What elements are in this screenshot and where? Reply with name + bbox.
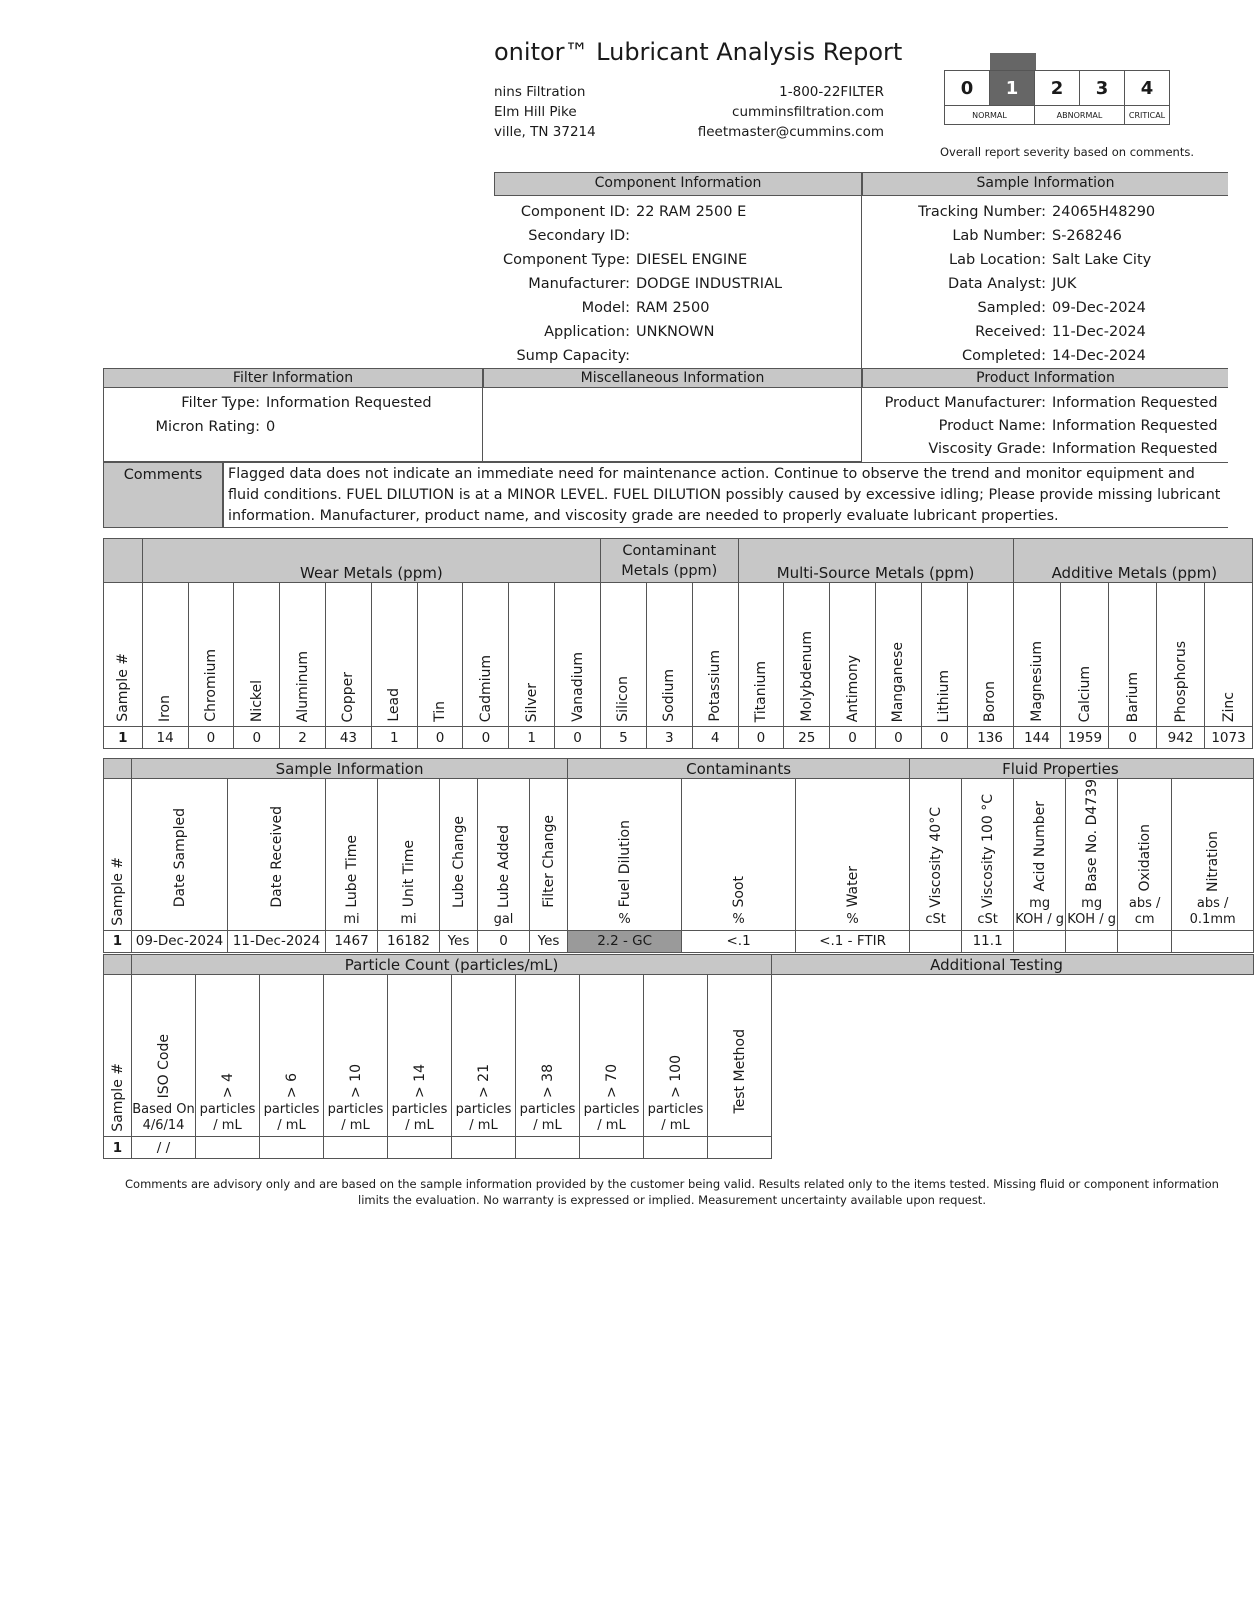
- fluid-header-date-received: Date Received: [228, 779, 326, 931]
- table-row: [104, 727, 1253, 749]
- metal-header-tin: Tin: [417, 583, 463, 727]
- metal-value-magnesium: 144: [1013, 727, 1061, 749]
- metal-header-nickel: Nickel: [234, 583, 280, 727]
- severity-label-normal: NORMAL: [945, 106, 1035, 125]
- particle-value-10: [324, 1137, 388, 1159]
- fluid-value-lube-time: 1467: [326, 930, 378, 952]
- metal-header-lithium: Lithium: [921, 583, 967, 727]
- metal-header-copper: Copper: [326, 583, 372, 727]
- metal-header-lead: Lead: [371, 583, 417, 727]
- product-info-box: [862, 388, 1228, 462]
- severity-level-4: 4: [1125, 71, 1170, 106]
- fluid-column-headers: [104, 779, 1254, 931]
- severity-level-3: 3: [1080, 71, 1125, 106]
- fluid-value-viscosity-40-c: [910, 930, 962, 952]
- particle-header-38: > 38 particles / mL: [516, 975, 580, 1137]
- lab-contact: [640, 82, 884, 142]
- metal-header-vanadium: Vanadium: [555, 583, 601, 727]
- particle-corner: [104, 955, 132, 975]
- fluid-table: [103, 758, 1254, 953]
- sample-info-box: [862, 196, 1228, 368]
- unit-label: Based On 4/6/14: [132, 1102, 195, 1133]
- severity-level-2: 2: [1035, 71, 1080, 106]
- fluid-header-fuel-dilution: Fuel Dilution %: [568, 779, 682, 931]
- unit-label: mi: [400, 911, 417, 927]
- particle-value-38: [516, 1137, 580, 1159]
- fluid-value-viscosity-100-c: 11.1: [962, 930, 1014, 952]
- filter-info-box: [103, 388, 483, 462]
- severity-level-0: 0: [945, 71, 990, 106]
- additional-testing-header: Additional Testing: [772, 955, 1254, 975]
- particle-value-iso-code: / /: [132, 1137, 196, 1159]
- lab-address: [494, 82, 596, 142]
- particle-header-4: > 4 particles / mL: [196, 975, 260, 1137]
- unit-label: [546, 912, 550, 928]
- metal-header-iron: Iron: [142, 583, 188, 727]
- unit-label: mi: [343, 911, 360, 927]
- product-manufacturer-row: Product Manufacturer: Information Requested: [884, 395, 1218, 411]
- metal-value-silicon: 5: [601, 727, 647, 749]
- metal-value-barium: 0: [1109, 727, 1157, 749]
- misc-info-box: [483, 388, 862, 462]
- metal-header-molybdenum: Molybdenum: [784, 583, 830, 727]
- comments-label: Comments: [103, 462, 223, 528]
- metal-value-copper: 43: [326, 727, 372, 749]
- metals-column-headers: [104, 583, 1253, 727]
- unit-label: %: [846, 911, 859, 927]
- particle-table: [103, 954, 1254, 1159]
- metal-value-lithium: 0: [921, 727, 967, 749]
- fluid-value-oxidation: [1118, 930, 1172, 952]
- disclaimer-footer: Comments are advisory only and are based on the sample information provided by the customer being valid. Results related only to the items tested. Missing fluid or component information limits the evaluation. No warranty is expressed or implied. Measurement uncertainty available upon request.: [125, 1177, 1219, 1207]
- fluid-properties-group-header: Fluid Properties: [910, 759, 1254, 779]
- sample-number-cell: 1: [104, 1137, 132, 1159]
- report-title: onitor™ Lubricant Analysis Report: [494, 38, 903, 66]
- additive-metals-header: Additive Metals (ppm): [1013, 539, 1252, 583]
- component-info-box: [494, 196, 862, 368]
- metal-value-tin: 0: [417, 727, 463, 749]
- fluid-header-date-sampled: Date Sampled: [132, 779, 228, 931]
- metal-header-zinc: Zinc: [1205, 583, 1253, 727]
- metal-header-manganese: Manganese: [876, 583, 922, 727]
- metal-header-aluminum: Aluminum: [280, 583, 326, 727]
- unit-label: mg KOH / g: [1067, 895, 1116, 927]
- unit-label: mg KOH / g: [1015, 895, 1064, 927]
- metal-header-barium: Barium: [1109, 583, 1157, 727]
- metal-value-lead: 1: [371, 727, 417, 749]
- metal-header-boron: Boron: [967, 583, 1013, 727]
- sample-number-header: Sample #: [104, 975, 132, 1137]
- particle-value-100: [644, 1137, 708, 1159]
- unit-label: particles / mL: [455, 1102, 512, 1133]
- sump-capacity-row: Sump Capacity:: [516, 348, 630, 364]
- metal-header-magnesium: Magnesium: [1013, 583, 1061, 727]
- severity-label-critical: CRITICAL: [1125, 106, 1170, 125]
- fluid-corner: [104, 759, 132, 779]
- filter-type-row: Filter Type: Information Requested: [181, 395, 432, 411]
- multi-source-metals-header: Multi-Source Metals (ppm): [738, 539, 1013, 583]
- unit-label: gal: [493, 911, 514, 927]
- data-analyst-row: Data Analyst: JUK: [948, 276, 1077, 292]
- metal-value-sodium: 3: [646, 727, 692, 749]
- metal-value-nickel: 0: [234, 727, 280, 749]
- severity-active-marker: [990, 53, 1036, 71]
- unit-label: particles / mL: [519, 1102, 576, 1133]
- unit-label: cSt: [925, 911, 946, 927]
- metal-header-cadmium: Cadmium: [463, 583, 509, 727]
- metal-header-antimony: Antimony: [830, 583, 876, 727]
- contact-website: cumminsfiltration.com: [732, 104, 884, 120]
- metal-header-titanium: Titanium: [738, 583, 784, 727]
- particle-value-21: [452, 1137, 516, 1159]
- unit-label: [737, 1118, 741, 1134]
- sample-number-header: Sample #: [104, 583, 143, 727]
- unit-label: cSt: [977, 911, 998, 927]
- lab-location-row: Lab Location: Salt Lake City: [949, 252, 1152, 268]
- comments-text: Flagged data does not indicate an immediate need for maintenance action. Continue to observe the trend and monitor equipment and fluid conditions. FUEL DILUTION is at a MINOR LEVEL. FUEL DILUTION possibly caused by excessive idling; Please provide missing lubricant information. Manufacturer, product name, and viscosity grade are needed to properly evaluate lubricant properties.: [223, 462, 1228, 528]
- fluid-header-viscosity-100-c: Viscosity 100 °C cSt: [962, 779, 1014, 931]
- particle-value-4: [196, 1137, 260, 1159]
- severity-label-abnormal: ABNORMAL: [1035, 106, 1125, 125]
- address-line: Elm Hill Pike: [494, 104, 577, 120]
- misc-info-header: Miscellaneous Information: [483, 368, 862, 388]
- fluid-value-date-sampled: 09-Dec-2024: [132, 930, 228, 952]
- received-row: Received: 11-Dec-2024: [975, 324, 1146, 340]
- metal-value-chromium: 0: [188, 727, 234, 749]
- particle-value-14: [388, 1137, 452, 1159]
- sample-number-cell: 1: [104, 930, 132, 952]
- fluid-header-base-no-d4739: Base No. D4739 mg KOH / g: [1066, 779, 1118, 931]
- fluid-value-base-no-d4739: [1066, 930, 1118, 952]
- fluid-header-lube-added: Lube Added gal: [478, 779, 530, 931]
- particle-header-test-method: Test Method: [708, 975, 772, 1137]
- component-info-header: Component Information: [494, 172, 862, 196]
- sample-number-header: Sample #: [104, 779, 132, 931]
- fluid-value-lube-added: 0: [478, 930, 530, 952]
- metal-header-silver: Silver: [509, 583, 555, 727]
- fluid-value-unit-time: 16182: [378, 930, 440, 952]
- fluid-value-lube-change: Yes: [440, 930, 478, 952]
- particle-value-6: [260, 1137, 324, 1159]
- table-row: [104, 930, 1254, 952]
- unit-label: [177, 912, 181, 928]
- contact-email: fleetmaster@cummins.com: [697, 124, 884, 140]
- particle-header-70: > 70 particles / mL: [580, 975, 644, 1137]
- severity-level-1: 1: [990, 71, 1035, 106]
- unit-label: particles / mL: [199, 1102, 256, 1133]
- fluid-value-acid-number: [1014, 930, 1066, 952]
- fluid-header-filter-change: Filter Change: [530, 779, 568, 931]
- metal-header-sodium: Sodium: [646, 583, 692, 727]
- tracking-number-row: Tracking Number: 24065H48290: [918, 204, 1156, 220]
- unit-label: %: [618, 911, 631, 927]
- metal-header-chromium: Chromium: [188, 583, 234, 727]
- metal-value-manganese: 0: [876, 727, 922, 749]
- particle-header-iso-code: ISO Code Based On 4/6/14: [132, 975, 196, 1137]
- product-info-header: Product Information: [862, 368, 1228, 388]
- metal-value-zinc: 1073: [1205, 727, 1253, 749]
- metal-header-potassium: Potassium: [692, 583, 738, 727]
- particle-value-70: [580, 1137, 644, 1159]
- metal-value-calcium: 1959: [1061, 727, 1109, 749]
- metal-value-iron: 14: [142, 727, 188, 749]
- metal-value-phosphorus: 942: [1157, 727, 1205, 749]
- metal-value-cadmium: 0: [463, 727, 509, 749]
- fluid-value-water: <.1 - FTIR: [796, 930, 910, 952]
- sampled-row: Sampled: 09-Dec-2024: [977, 300, 1146, 316]
- unit-label: particles / mL: [327, 1102, 384, 1133]
- fluid-value-filter-change: Yes: [530, 930, 568, 952]
- lab-number-row: Lab Number: S-268246: [952, 228, 1122, 244]
- unit-label: %: [732, 911, 745, 927]
- particle-column-headers: [104, 975, 1254, 1137]
- application-row: Application: UNKNOWN: [544, 324, 715, 340]
- micron-rating-row: Micron Rating: 0: [155, 419, 276, 435]
- contaminant-metals-header: Contaminant Metals (ppm): [601, 539, 738, 583]
- unit-label: particles / mL: [647, 1102, 704, 1133]
- address-line: ville, TN 37214: [494, 124, 596, 140]
- address-line: nins Filtration: [494, 84, 586, 100]
- secondary-id-row: Secondary ID:: [528, 228, 630, 244]
- fluid-header-unit-time: Unit Time mi: [378, 779, 440, 931]
- filter-info-header: Filter Information: [103, 368, 483, 388]
- metal-value-potassium: 4: [692, 727, 738, 749]
- particle-count-group-header: Particle Count (particles/mL): [132, 955, 772, 975]
- metal-value-antimony: 0: [830, 727, 876, 749]
- contaminants-group-header: Contaminants: [568, 759, 910, 779]
- metal-header-silicon: Silicon: [601, 583, 647, 727]
- component-type-row: Component Type: DIESEL ENGINE: [503, 252, 748, 268]
- unit-label: particles / mL: [263, 1102, 320, 1133]
- metal-value-aluminum: 2: [280, 727, 326, 749]
- particle-header-21: > 21 particles / mL: [452, 975, 516, 1137]
- fluid-header-oxidation: Oxidation abs / cm: [1118, 779, 1172, 931]
- fluid-header-lube-time: Lube Time mi: [326, 779, 378, 931]
- completed-row: Completed: 14-Dec-2024: [962, 348, 1146, 364]
- fluid-header-viscosity-40-c: Viscosity 40°C cSt: [910, 779, 962, 931]
- viscosity-grade-row: Viscosity Grade: Information Requested: [928, 441, 1218, 457]
- contact-phone: 1-800-22FILTER: [779, 84, 884, 100]
- metal-value-boron: 136: [967, 727, 1013, 749]
- unit-label: abs / 0.1mm: [1189, 895, 1236, 927]
- sample-number-cell: 1: [104, 727, 143, 749]
- particle-header-100: > 100 particles / mL: [644, 975, 708, 1137]
- fluid-header-lube-change: Lube Change: [440, 779, 478, 931]
- unit-label: particles / mL: [583, 1102, 640, 1133]
- metal-value-titanium: 0: [738, 727, 784, 749]
- fluid-value-fuel-dilution: 2.2 - GC: [568, 930, 682, 952]
- particle-header-14: > 14 particles / mL: [388, 975, 452, 1137]
- unit-label: [456, 912, 460, 928]
- component-id-row: Component ID: 22 RAM 2500 E: [520, 204, 747, 220]
- fluid-header-water: Water %: [796, 779, 910, 931]
- sample-information-group-header: Sample Information: [132, 759, 568, 779]
- severity-note: Overall report severity based on comments.: [940, 145, 1195, 159]
- unit-label: particles / mL: [391, 1102, 448, 1133]
- manufacturer-row: Manufacturer: DODGE INDUSTRIAL: [528, 276, 783, 292]
- fluid-header-soot: Soot %: [682, 779, 796, 931]
- model-row: Model: RAM 2500: [581, 300, 710, 316]
- fluid-value-nitration: [1172, 930, 1254, 952]
- fluid-header-acid-number: Acid Number mg KOH / g: [1014, 779, 1066, 931]
- metals-corner: [104, 539, 143, 583]
- fluid-value-soot: <.1: [682, 930, 796, 952]
- sample-info-header: Sample Information: [862, 172, 1228, 196]
- metal-value-vanadium: 0: [555, 727, 601, 749]
- fluid-value-date-received: 11-Dec-2024: [228, 930, 326, 952]
- product-name-row: Product Name: Information Requested: [938, 418, 1218, 434]
- severity-scale: [944, 70, 1170, 125]
- metals-table: [103, 538, 1253, 749]
- fluid-header-nitration: Nitration abs / 0.1mm: [1172, 779, 1254, 931]
- additional-testing-area: [772, 975, 1254, 1159]
- particle-header-6: > 6 particles / mL: [260, 975, 324, 1137]
- metal-header-phosphorus: Phosphorus: [1157, 583, 1205, 727]
- unit-label: abs / cm: [1128, 895, 1161, 927]
- particle-header-10: > 10 particles / mL: [324, 975, 388, 1137]
- metal-value-molybdenum: 25: [784, 727, 830, 749]
- metal-header-calcium: Calcium: [1061, 583, 1109, 727]
- unit-label: [274, 912, 278, 928]
- metal-value-silver: 1: [509, 727, 555, 749]
- wear-metals-header: Wear Metals (ppm): [142, 539, 600, 583]
- particle-value-test-method: [708, 1137, 772, 1159]
